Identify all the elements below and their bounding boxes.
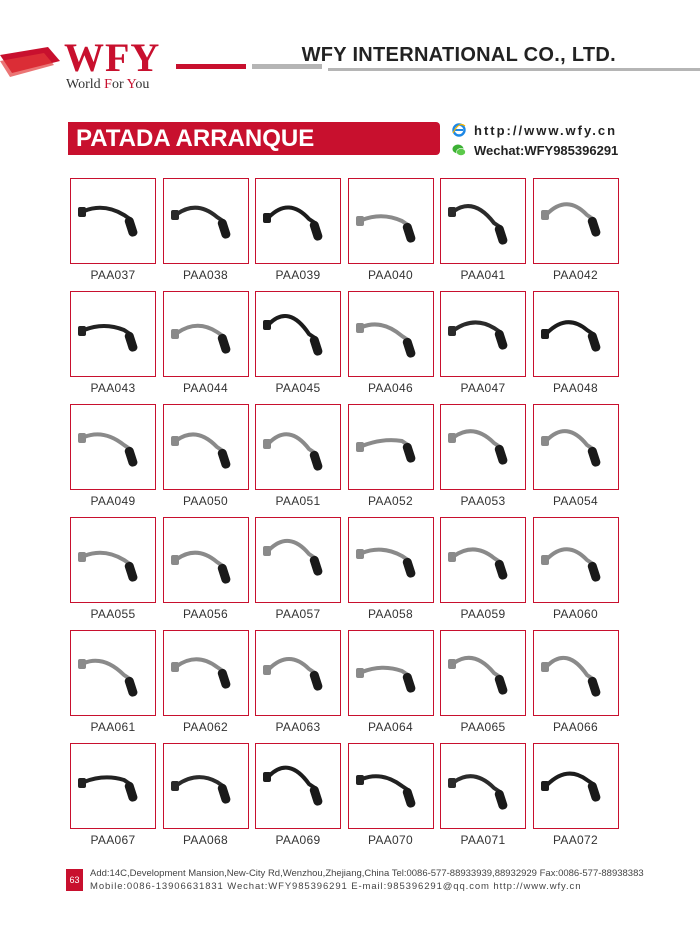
product-code: PAA069 xyxy=(275,833,321,847)
product-code: PAA040 xyxy=(368,268,413,282)
product-card[interactable] xyxy=(70,517,156,621)
product-card[interactable] xyxy=(440,630,526,734)
product-image-frame xyxy=(440,630,526,716)
product-code: PAA068 xyxy=(183,833,228,847)
product-image-frame xyxy=(348,404,434,490)
product-card[interactable] xyxy=(348,291,434,395)
product-image-frame xyxy=(255,178,341,264)
product-image-frame xyxy=(533,404,619,490)
footer-address: Add:14C,Development Mansion,New-City Rd,Wenzhou,Zhejiang,China Tel:0086-577-88933939,88932929 Fax:0086-577-88938383 xyxy=(90,868,644,879)
product-code: PAA047 xyxy=(460,381,506,395)
product-image-frame xyxy=(440,404,526,490)
kick-starter-lever-icon xyxy=(537,756,615,816)
kick-starter-lever-icon xyxy=(444,530,522,590)
product-code: PAA062 xyxy=(183,720,228,734)
product-code: PAA064 xyxy=(368,720,413,734)
product-code: PAA046 xyxy=(368,381,413,395)
product-code: PAA065 xyxy=(460,720,506,734)
product-image-frame xyxy=(533,743,619,829)
product-image-frame xyxy=(163,404,249,490)
kick-starter-lever-icon xyxy=(444,304,522,364)
kick-starter-lever-icon xyxy=(167,643,245,703)
kick-starter-lever-icon xyxy=(74,304,152,364)
product-code: PAA051 xyxy=(275,494,321,508)
product-image-frame xyxy=(348,743,434,829)
kick-starter-lever-icon xyxy=(444,417,522,477)
product-card[interactable] xyxy=(533,291,619,395)
wechat-icon xyxy=(452,143,466,157)
product-image-frame xyxy=(70,630,156,716)
product-card[interactable] xyxy=(440,743,526,847)
product-code: PAA044 xyxy=(183,381,228,395)
browser-icon xyxy=(452,123,466,137)
product-card[interactable] xyxy=(163,517,249,621)
product-card[interactable] xyxy=(255,404,341,508)
product-card[interactable] xyxy=(348,630,434,734)
company-name: WFY INTERNATIONAL CO., LTD. xyxy=(301,44,616,66)
product-card[interactable] xyxy=(533,517,619,621)
page-number: 63 xyxy=(66,869,83,891)
product-card[interactable] xyxy=(533,404,619,508)
kick-starter-lever-icon xyxy=(352,756,430,816)
product-code: PAA054 xyxy=(553,494,598,508)
product-image-frame xyxy=(533,630,619,716)
kick-starter-lever-icon xyxy=(167,756,245,816)
product-image-frame xyxy=(440,291,526,377)
kick-starter-lever-icon xyxy=(537,191,615,251)
logo-flag-icon xyxy=(0,47,60,85)
product-card[interactable] xyxy=(70,743,156,847)
footer-contact xyxy=(90,867,644,893)
kick-starter-lever-icon xyxy=(167,417,245,477)
kick-starter-lever-icon xyxy=(167,530,245,590)
product-code: PAA048 xyxy=(553,381,598,395)
product-image-frame xyxy=(533,291,619,377)
product-image-frame xyxy=(348,178,434,264)
kick-starter-lever-icon xyxy=(74,530,152,590)
section-title-bar xyxy=(68,122,440,155)
product-image-frame xyxy=(163,743,249,829)
product-image-frame xyxy=(255,404,341,490)
kick-starter-lever-icon xyxy=(259,530,337,590)
kick-starter-lever-icon xyxy=(74,756,152,816)
product-image-frame xyxy=(70,517,156,603)
product-card[interactable] xyxy=(163,291,249,395)
product-image-frame xyxy=(440,178,526,264)
product-code: PAA038 xyxy=(183,268,228,282)
product-image-frame xyxy=(255,291,341,377)
product-image-frame xyxy=(255,743,341,829)
product-card[interactable] xyxy=(163,743,249,847)
product-image-frame xyxy=(163,630,249,716)
product-code: PAA043 xyxy=(90,381,136,395)
kick-starter-lever-icon xyxy=(352,304,430,364)
product-card[interactable] xyxy=(348,178,434,282)
product-image-frame xyxy=(348,517,434,603)
product-image-frame xyxy=(70,404,156,490)
product-image-frame xyxy=(348,630,434,716)
product-code: PAA063 xyxy=(275,720,321,734)
kick-starter-lever-icon xyxy=(537,417,615,477)
product-card[interactable] xyxy=(533,178,619,282)
kick-starter-lever-icon xyxy=(259,756,337,816)
product-card[interactable] xyxy=(255,291,341,395)
product-card[interactable] xyxy=(163,178,249,282)
kick-starter-lever-icon xyxy=(537,530,615,590)
product-card[interactable] xyxy=(70,178,156,282)
kick-starter-lever-icon xyxy=(352,530,430,590)
product-card[interactable] xyxy=(533,743,619,847)
product-image-frame xyxy=(70,291,156,377)
product-code: PAA055 xyxy=(90,607,136,621)
product-code: PAA060 xyxy=(553,607,598,621)
product-card[interactable] xyxy=(348,404,434,508)
kick-starter-lever-icon xyxy=(259,643,337,703)
product-card[interactable] xyxy=(348,517,434,621)
product-code: PAA042 xyxy=(553,268,598,282)
product-code: PAA070 xyxy=(368,833,413,847)
contact-block xyxy=(452,120,618,160)
product-code: PAA050 xyxy=(183,494,228,508)
product-code: PAA071 xyxy=(460,833,506,847)
kick-starter-lever-icon xyxy=(352,191,430,251)
website-link[interactable]: http://www.wfy.cn xyxy=(474,122,618,138)
product-code: PAA057 xyxy=(275,607,321,621)
product-image-frame xyxy=(70,743,156,829)
kick-starter-lever-icon xyxy=(444,643,522,703)
kick-starter-lever-icon xyxy=(537,643,615,703)
product-code: PAA067 xyxy=(90,833,136,847)
product-image-frame xyxy=(163,517,249,603)
product-code: PAA059 xyxy=(460,607,506,621)
product-card[interactable] xyxy=(440,291,526,395)
product-card[interactable] xyxy=(255,517,341,621)
product-image-frame xyxy=(163,291,249,377)
kick-starter-lever-icon xyxy=(74,191,152,251)
kick-starter-lever-icon xyxy=(74,643,152,703)
product-card[interactable] xyxy=(163,404,249,508)
product-image-frame xyxy=(440,517,526,603)
product-card[interactable] xyxy=(440,517,526,621)
product-code: PAA056 xyxy=(183,607,228,621)
product-code: PAA049 xyxy=(90,494,136,508)
product-card[interactable] xyxy=(70,404,156,508)
product-image-frame xyxy=(70,178,156,264)
product-code: PAA072 xyxy=(553,833,598,847)
product-image-frame xyxy=(255,517,341,603)
footer-contacts: Mobile:0086-13906631831 Wechat:WFY985396291 E-mail:985396291@qq.com http://www.wfy.cn xyxy=(90,881,582,892)
product-image-frame xyxy=(255,630,341,716)
kick-starter-lever-icon xyxy=(259,417,337,477)
kick-starter-lever-icon xyxy=(352,643,430,703)
kick-starter-lever-icon xyxy=(352,417,430,477)
product-code: PAA066 xyxy=(553,720,598,734)
logo-wordmark: WFY xyxy=(64,35,161,80)
product-code: PAA061 xyxy=(90,720,136,734)
kick-starter-lever-icon xyxy=(259,304,337,364)
product-code: PAA041 xyxy=(460,268,506,282)
product-image-frame xyxy=(440,743,526,829)
product-card[interactable] xyxy=(255,178,341,282)
section-title: PATADA ARRANQUE xyxy=(76,125,315,152)
product-code: PAA039 xyxy=(275,268,321,282)
logo-tagline: World For You xyxy=(66,77,150,92)
kick-starter-lever-icon xyxy=(167,191,245,251)
product-card[interactable] xyxy=(348,743,434,847)
product-card[interactable] xyxy=(440,178,526,282)
product-card[interactable] xyxy=(255,743,341,847)
kick-starter-lever-icon xyxy=(537,304,615,364)
product-card[interactable] xyxy=(440,404,526,508)
kick-starter-lever-icon xyxy=(259,191,337,251)
product-image-frame xyxy=(533,517,619,603)
wechat-id: Wechat:WFY985396291 xyxy=(474,142,619,158)
product-code: PAA053 xyxy=(460,494,506,508)
product-code: PAA058 xyxy=(368,607,413,621)
product-card[interactable] xyxy=(70,291,156,395)
product-code: PAA037 xyxy=(90,268,136,282)
product-image-frame xyxy=(348,291,434,377)
product-code: PAA045 xyxy=(275,381,321,395)
product-image-frame xyxy=(163,178,249,264)
product-code: PAA052 xyxy=(368,494,413,508)
product-card[interactable] xyxy=(255,630,341,734)
kick-starter-lever-icon xyxy=(444,191,522,251)
product-card[interactable] xyxy=(163,630,249,734)
product-image-frame xyxy=(533,178,619,264)
product-card[interactable] xyxy=(533,630,619,734)
product-card[interactable] xyxy=(70,630,156,734)
kick-starter-lever-icon xyxy=(167,304,245,364)
kick-starter-lever-icon xyxy=(74,417,152,477)
kick-starter-lever-icon xyxy=(444,756,522,816)
